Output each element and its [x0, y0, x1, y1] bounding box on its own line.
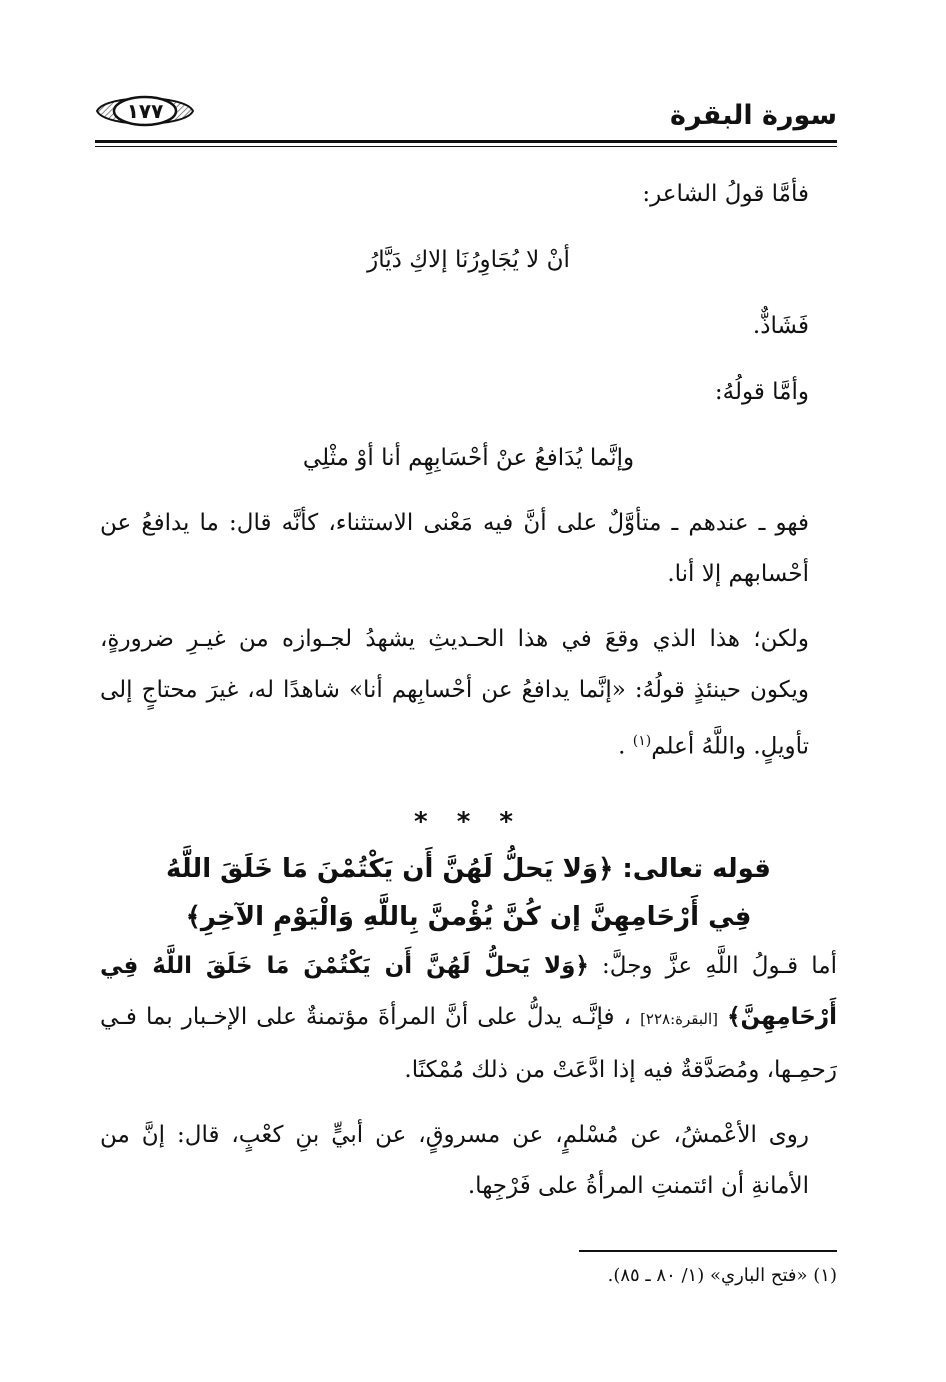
paragraph-intro-1: فأمَّا قولُ الشاعر:: [642, 181, 809, 207]
section-separator: * * *: [414, 806, 523, 837]
footnote-marker: (١): [632, 733, 652, 749]
commentary-rest: ، فإنَّـه يدلُّ على أنَّ المرأةَ مؤتمنةٌ على الإخـبار بما فـي رَحمِـها، ومُصَدَّقةٌ فيه إذا ادَّعَتْ من ذلك مُمْكنًا.: [100, 1003, 837, 1083]
paragraph-intro-2: وأمَّا قولُهُ:: [714, 379, 809, 405]
footnote-1: (١) «فتح الباري» (١/ ٨٠ ـ ٨٥).: [607, 1265, 837, 1286]
poetry-verse-1: أنْ لا يُجَاوِرُنَا إلاكِ دَيَّارُ: [367, 247, 570, 273]
paragraph-end: .: [618, 733, 633, 760]
section-heading-line-1: قوله تعالى: ﴿وَلا يَحلُّ لَهُنَّ أَن يَكْتُمْنَ مَا خَلَقَ اللَّهُ: [166, 853, 771, 884]
paragraph-commentary: [100, 941, 837, 1096]
quran-quote: ﴿وَلا يَحلُّ لَهُنَّ أَن يَكْتُمْنَ مَا خَلَقَ اللَّهُ فِي أَرْحَامِهِنَّ﴾: [100, 952, 837, 1030]
footnote-rule: [579, 1250, 837, 1252]
page-header: [95, 86, 837, 142]
commentary-start: أما قـولُ اللَّهِ عزَّ وجلَّ:: [588, 952, 837, 979]
section-heading-line-2: فِي أَرْحَامِهِنَّ إن كُنَّ يُؤْمنَّ بِاللَّهِ وَالْيَوْمِ الآخِرِ﴾: [185, 901, 752, 932]
poetry-verse-2: وإنَّما يُدَافعُ عنْ أحْسَابِهِم أنا أوْ مثْلِي: [302, 445, 635, 471]
paragraph-narration: روى الأعْمشُ، عن مُسْلمٍ، عن مسروقٍ، عن أبيٍّ بنِ كعْبٍ، قال: إنَّ من الأمانةِ أن ائتمنتِ المرأةُ على فَرْجِها.: [100, 1121, 809, 1199]
header-rule-thin: [95, 146, 837, 147]
paragraph-hadith-comment: [100, 614, 837, 773]
header-rule: [95, 140, 837, 143]
paragraph-interpretation: فهو ـ عندهم ـ متأوَّلٌ على أنَّ فيه مَعْنى الاستثناء، كأنَّه قال: ما يدافعُ عن أحْسابهم إلا أنا.: [100, 510, 809, 587]
verse-reference: [البقرة:٢٢٨]: [640, 1009, 718, 1028]
main-text: [100, 168, 837, 1212]
paragraph-judgement: فَشَاذٌّ.: [752, 313, 809, 339]
paragraph-hadith-text: ولكن؛ هذا الذي وقعَ في هذا الحـديثِ يشهدُ لجـوازه من غيـرِ ضرورةٍ، ويكون حينئذٍ قولُهُ: «إنَّما يدافعُ عن أحْسابِهم أنا» شاهدًا له، غيرَ محتاجٍ إلى تأويلٍ. واللَّهُ أعلم: [100, 626, 809, 760]
surah-title: سورة البقرة: [670, 100, 837, 131]
page-number-badge: [95, 92, 195, 130]
page-number: ١٧٧: [126, 99, 164, 123]
